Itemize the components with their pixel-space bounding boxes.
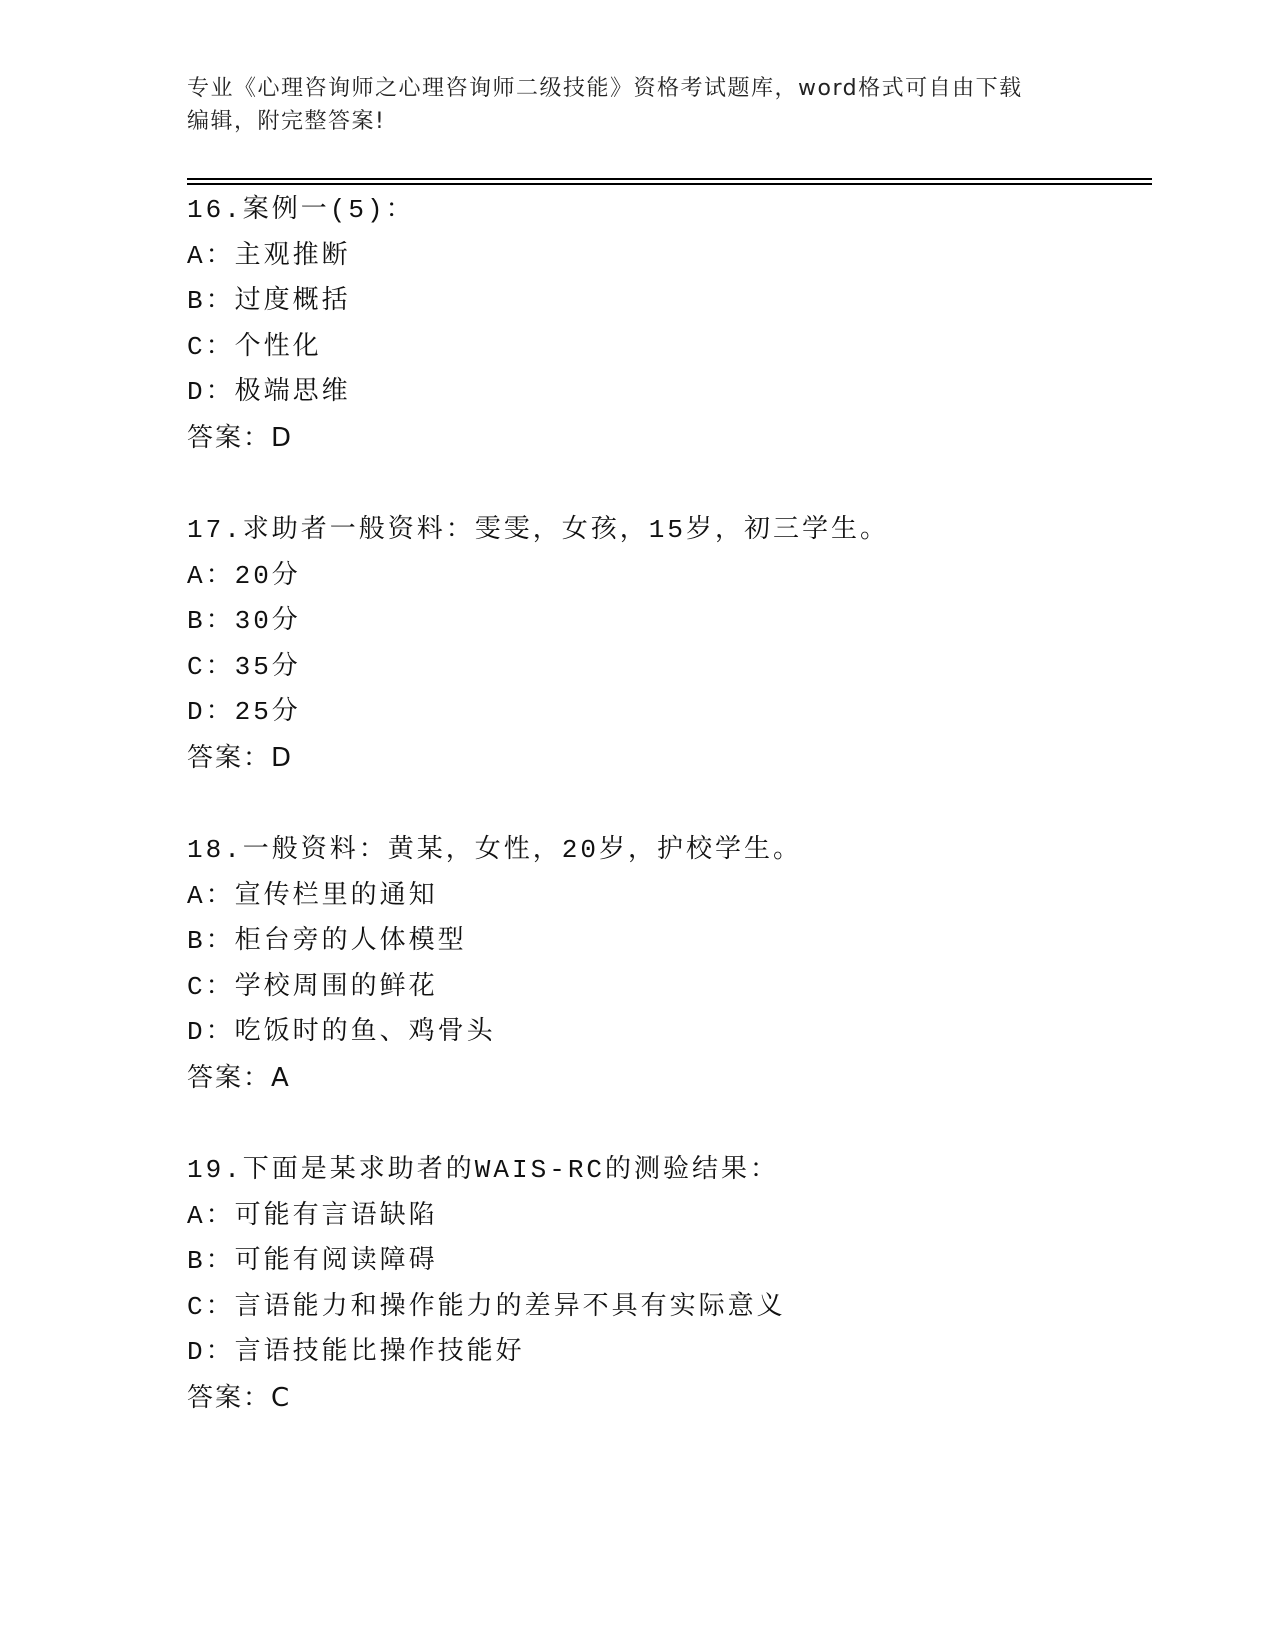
option-c: C：35分 bbox=[187, 651, 301, 682]
option-b: B：30分 bbox=[187, 606, 301, 637]
header-line-1: 专业《心理咨询师之心理咨询师二级技能》资格考试题库，word格式可自由下载 bbox=[187, 76, 1023, 101]
question-16 bbox=[187, 188, 1147, 462]
answer-line: 答案：D bbox=[187, 742, 294, 773]
document-header bbox=[187, 72, 1067, 138]
option-b: B：柜台旁的人体模型 bbox=[187, 926, 467, 957]
option-c: C：个性化 bbox=[187, 331, 322, 362]
question-title: 16.案例一(5)： bbox=[187, 195, 415, 225]
question-17 bbox=[187, 508, 1147, 782]
option-c: C：学校周围的鲜花 bbox=[187, 971, 438, 1002]
option-a: A：可能有言语缺陷 bbox=[187, 1200, 438, 1231]
option-d: D：言语技能比操作技能好 bbox=[187, 1337, 525, 1368]
option-b: B：可能有阅读障碍 bbox=[187, 1246, 438, 1277]
answer-line: 答案：C bbox=[187, 1382, 292, 1413]
question-19 bbox=[187, 1148, 1147, 1422]
question-title: 19.下面是某求助者的WAIS-RC的测验结果： bbox=[187, 1155, 780, 1185]
question-title: 18.一般资料：黄某，女性，20岁，护校学生。 bbox=[187, 835, 803, 865]
question-18 bbox=[187, 828, 1147, 1102]
answer-line: 答案：D bbox=[187, 422, 294, 453]
option-b: B：过度概括 bbox=[187, 286, 351, 317]
option-d: D：25分 bbox=[187, 697, 301, 728]
header-divider-bottom bbox=[187, 183, 1152, 185]
option-d: D：吃饭时的鱼、鸡骨头 bbox=[187, 1017, 496, 1048]
option-a: A：主观推断 bbox=[187, 240, 351, 271]
header-divider-top bbox=[187, 178, 1152, 180]
option-a: A：20分 bbox=[187, 560, 301, 591]
option-a: A：宣传栏里的通知 bbox=[187, 880, 438, 911]
answer-line: 答案：A bbox=[187, 1062, 291, 1093]
header-line-2: 编辑，附完整答案! bbox=[187, 109, 386, 134]
option-c: C：言语能力和操作能力的差异不具有实际意义 bbox=[187, 1291, 786, 1322]
question-title: 17.求助者一般资料：雯雯，女孩，15岁，初三学生。 bbox=[187, 515, 890, 545]
option-d: D：极端思维 bbox=[187, 377, 351, 408]
